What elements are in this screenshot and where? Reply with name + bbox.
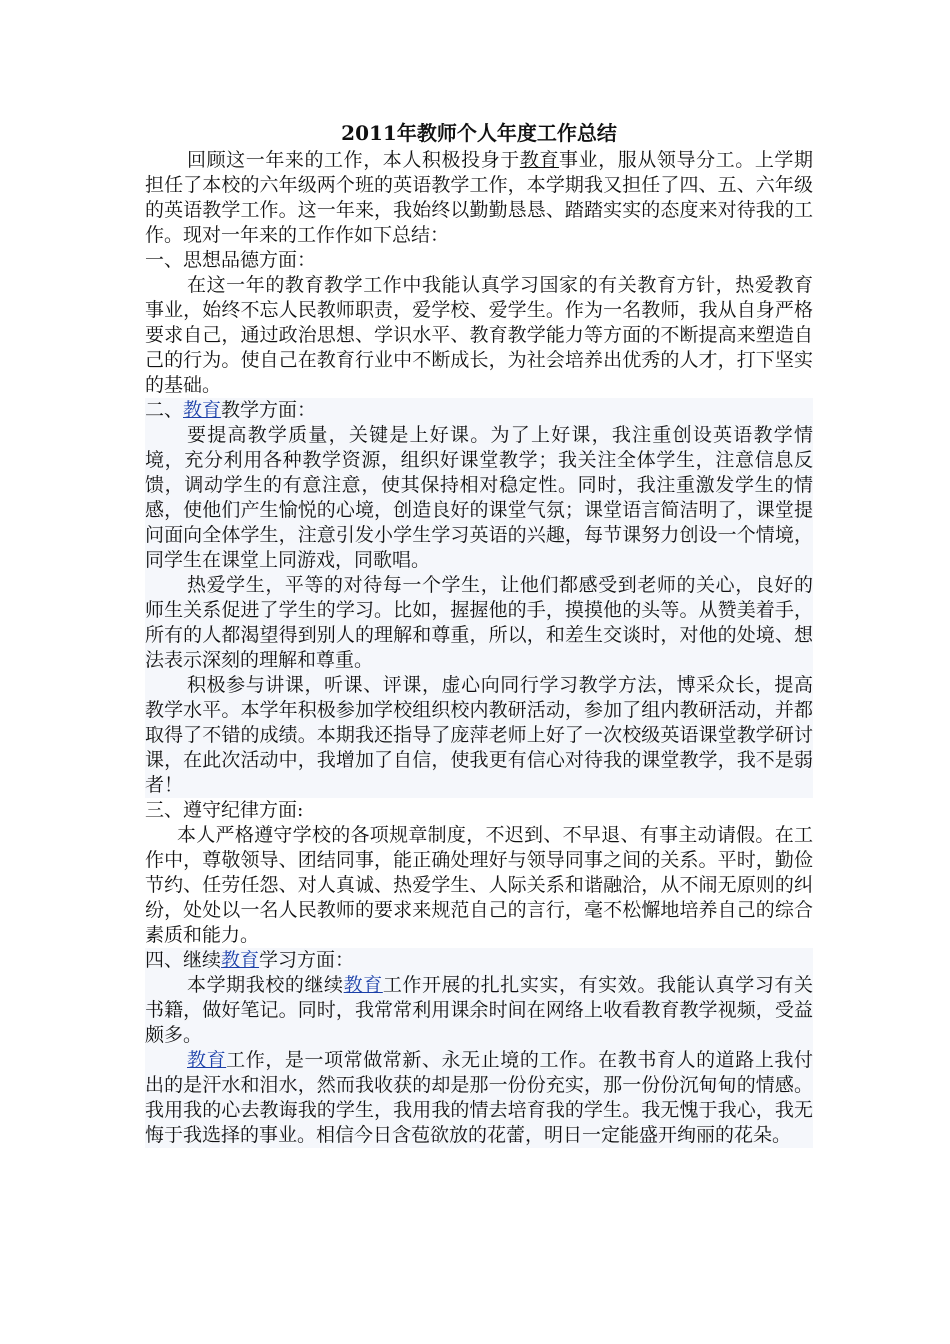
section2-heading-suffix: 教学方面：: [221, 399, 317, 421]
section4-paragraph-1: [145, 973, 813, 1048]
intro-paragraph: [145, 148, 813, 248]
section4-heading-prefix: 四、继续: [145, 949, 222, 971]
section4-p1-education-link[interactable]: 教育: [343, 974, 383, 996]
section4-paragraph-2: [145, 1048, 813, 1148]
section4-block: [145, 948, 813, 1148]
intro-text-before: 回顾这一年来的工作，本人积极投身于: [187, 149, 520, 171]
document-title: 2011年教师个人年度工作总结: [341, 121, 617, 145]
document-page: [145, 121, 813, 1148]
section4-education-link[interactable]: 教育: [221, 949, 260, 971]
section2-paragraph-2: 热爱学生，平等的对待每一个学生，让他们都感受到老师的关心，良好的师生关系促进了学生的学习。比如，握握他的手，摸摸他的头等。从赞美着手，所有的人都渴望得到别人的理解和尊重，所以，和差生交谈时，对他的处境、想法表示深刻的理解和尊重。: [145, 574, 813, 671]
section3-paragraph: 本人严格遵守学校的各项规章制度，不迟到、不早退、有事主动请假。在工作中，尊敬领导、团结同事，能正确处理好与领导同事之间的关系。平时，勤俭节约、任劳任怨、对人真诚、热爱学生、人际关系和谐融洽，从不闹无原则的纠纷，处处以一名人民教师的要求来规范自己的言行，毫不松懈地培养自己的综合素质和能力。: [145, 824, 813, 946]
section4-p2-after: 工作，是一项常做常新、永无止境的工作。在教书育人的道路上我付出的是汗水和泪水，然而我收获的却是那一份份充实，那一份份沉甸甸的情感。我用我的心去教诲我的学生，我用我的情去培育我的学生。我无愧于我心，我无悔于我选择的事业。相信今日含苞欲放的花蕾，明日一定能盛开绚丽的花朵。: [145, 1049, 813, 1146]
section2-heading-prefix: 二、: [145, 399, 184, 421]
section1-heading: 一、思想品德方面：: [145, 249, 317, 271]
intro-text-after: 事业，服从领导分工。上学期担任了本校的六年级两个班的英语教学工作，本学期我又担任了四、五、六年级的英语教学工作。这一年来，我始终以勤勤恳恳、踏踏实实的态度来对待我的工作。现对一年来的工作作如下总结：: [145, 149, 813, 246]
section2-block: [145, 398, 813, 798]
section4-p1-after: 工作开展的扎扎实实，有实效。我能认真学习有关书籍，做好笔记。同时，我常常利用课余时间在网络上收看教育教学视频，受益颇多。: [145, 974, 813, 1046]
section1-paragraph: 在这一年的教育教学工作中我能认真学习国家的有关教育方针，热爱教育事业，始终不忘人民教师职责，爱学校、爱学生。作为一名教师，我从自身严格要求自己，通过政治思想、学识水平、教育教学能力等方面的不断提高来塑造自己的行为。使自己在教育行业中不断成长，为社会培养出优秀的人才，打下坚实的基础。: [145, 274, 813, 396]
section2-education-link[interactable]: 教育: [183, 399, 222, 421]
section2-paragraph-3: 积极参与讲课，听课、评课，虚心向同行学习教学方法，博采众长，提高教学水平。本学年积极参加学校组织校内教研活动，参加了组内教研活动，并都取得了不错的成绩。本期我还指导了庞萍老师上好了一次校级英语课堂教学研讨课，在此次活动中，我增加了自信，使我更有信心对待我的课堂教学，我不是弱者！: [145, 674, 813, 796]
section2-heading: [145, 398, 813, 423]
section4-heading-suffix: 学习方面：: [259, 949, 355, 971]
section2-paragraph-1: 要提高教学质量，关键是上好课。为了上好课，我注重创设英语教学情境，充分利用各种教学资源，组织好课堂教学；我关注全体学生，注意信息反馈，调动学生的有意注意，使其保持相对稳定性。同时，我注重激发学生的情感，使他们产生愉悦的心境，创造良好的课堂气氛；课堂语言简洁明了，课堂提问面向全体学生，注意引发小学生学习英语的兴趣，每节课努力创设一个情境，同学生在课堂上同游戏，同歌唱。: [145, 424, 813, 571]
intro-education-link[interactable]: 教育: [519, 149, 560, 171]
section4-p2-education-link[interactable]: 教育: [187, 1049, 227, 1071]
section3-heading: 三、遵守纪律方面:: [145, 799, 304, 821]
section4-heading: [145, 948, 813, 973]
section4-p1-before: 本学期我校的继续: [187, 974, 344, 996]
